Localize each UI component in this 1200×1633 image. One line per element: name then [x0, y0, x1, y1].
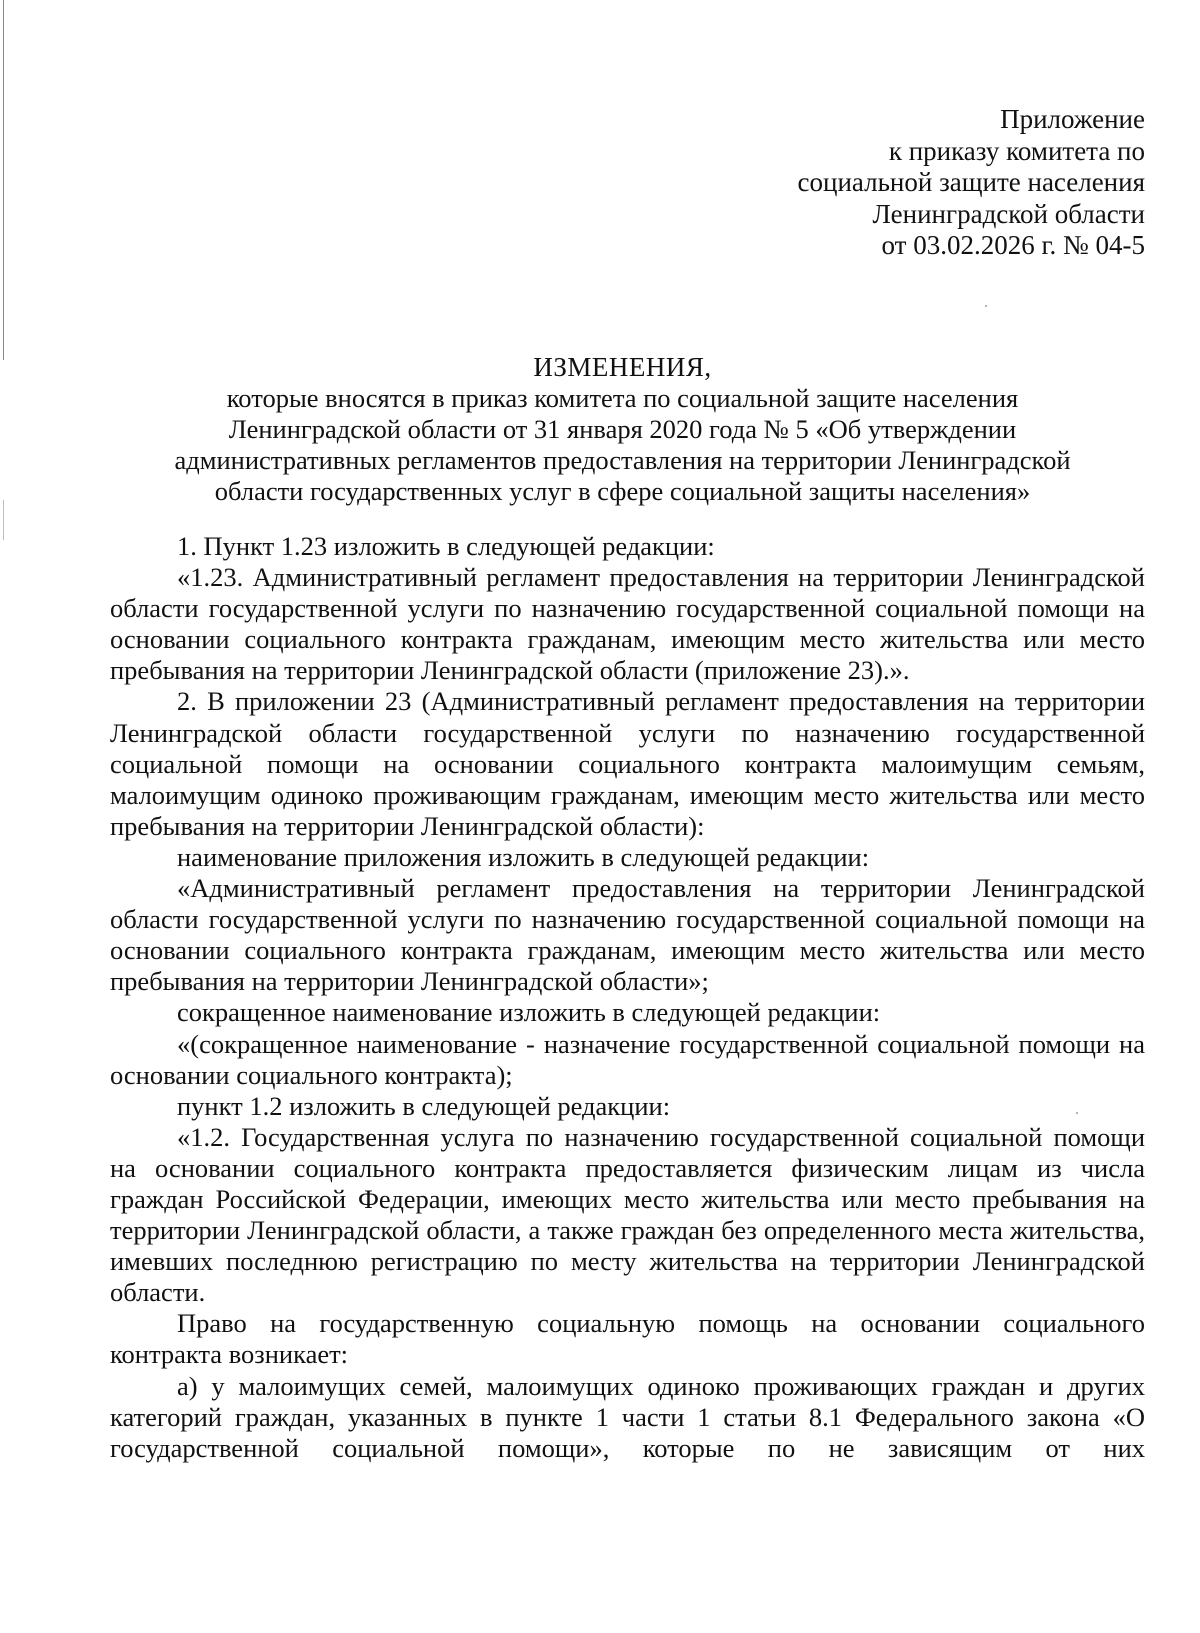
scan-speck [985, 305, 987, 307]
header-line: от 03.02.2026 г. № 04-5 [881, 230, 1145, 260]
paragraph: 2. В приложении 23 (Административный регламент предоставления на территории Ленинградской области государственной услуги по назначению государственной социальной помощи на основании социального контракта малоимущим семьям, малоимущим одиноко проживающим гражданам, имеющим место жительства или место пребывания на территории Ленинградской области): [110, 686, 1145, 841]
paragraph: Право на государственную социальную помощь на основании социального контракта возникает: [110, 1308, 1145, 1370]
paragraph: «Административный регламент предоставления на территории Ленинградской области государственной услуги по назначению государственной социальной помощи на основании социального контракта гражданам, имеющим место жительства или место пребывания на территории Ленинградской области»; [110, 873, 1145, 997]
subtitle-line: которые вносятся в приказ комитета по социальной защите населения [226, 383, 1019, 413]
paragraph: пункт 1.2 изложить в следующей редакции: [177, 1090, 671, 1121]
header-line: к приказу комитета по [888, 135, 1145, 166]
subtitle-line: Ленинградской области от 31 января 2020 года № 5 «Об утверждении [228, 414, 1017, 444]
approval-header [798, 104, 1145, 262]
scan-edge-artifact [3, 500, 4, 540]
paragraph: а) у малоимущих семей, малоимущих одиноко проживающих граждан и других категорий граждан, указанных в пункте 1 части 1 статьи 8.1 Федерального закона «О государственной социальной помощи», которые по не зависящим от них [110, 1370, 1145, 1463]
header-line: социальной защите населения [797, 167, 1145, 197]
paragraph: наименование приложения изложить в следующей редакции: [177, 841, 870, 872]
header-line: Ленинградской области [872, 198, 1145, 229]
header-line: Приложение [1000, 104, 1145, 134]
document-body [110, 531, 1145, 1464]
paragraph: «1.23. Административный регламент предоставления на территории Ленинградской области государственной услуги по назначению государственной социальной помощи на основании социального контракта гражданам, имеющим место жительства или место пребывания на территории Ленинградской области (приложение 23).». [110, 562, 1145, 686]
paragraph: «(сокращенное наименование - назначение государственной социальной помощи на основании социального контракта); [110, 1028, 1145, 1090]
paragraph: «1.2. Государственная услуга по назначению государственной социальной помощи на основании социального контракта предоставляется физическим лицам из числа граждан Российской Федерации, имеющих место жительства или место пребывания на территории Ленинградской области, а также граждан без определенного места жительства, имевших последнюю регистрацию по месту жительства на территории Ленинградской области. [110, 1121, 1145, 1308]
paragraph: 1. Пункт 1.23 изложить в следующей редакции: [177, 531, 715, 561]
subtitle-line: административных регламентов предоставления на территории Ленинградской [174, 445, 1071, 475]
scan-edge-artifact [3, 0, 4, 360]
subtitle-line: области государственных услуг в сфере социальной защиты населения» [214, 476, 1031, 506]
document-title: ИЗМЕНЕНИЯ, [533, 352, 712, 382]
paragraph: сокращенное наименование изложить в следующей редакции: [177, 997, 881, 1028]
document-title-block [100, 352, 1145, 507]
